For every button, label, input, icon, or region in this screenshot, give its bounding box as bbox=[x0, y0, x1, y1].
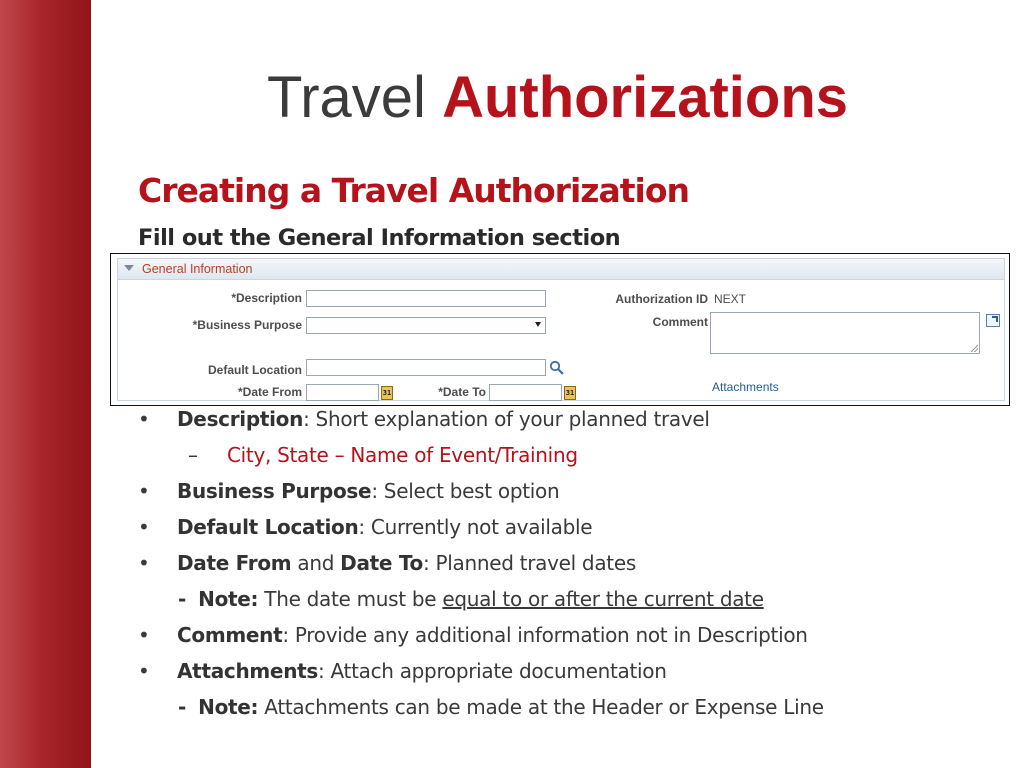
bullet-text: : Attach appropriate documentation bbox=[318, 659, 667, 683]
date-from-label: *Date From bbox=[237, 385, 302, 399]
authorization-id-label: Authorization ID bbox=[615, 292, 708, 306]
bullet-marker: • bbox=[138, 479, 150, 503]
date-from-input[interactable] bbox=[306, 384, 379, 401]
bullet-term: Business Purpose bbox=[177, 479, 372, 503]
calendar-icon[interactable]: 31 bbox=[564, 386, 576, 400]
bullet-term: Comment bbox=[177, 623, 283, 647]
resize-grip-icon[interactable] bbox=[971, 345, 978, 352]
default-location-label: Default Location bbox=[207, 363, 302, 377]
slide-subtitle: Creating a Travel Authorization bbox=[138, 171, 689, 210]
description-input[interactable] bbox=[306, 290, 546, 307]
sub-bullet-marker: – bbox=[188, 443, 198, 467]
note-label: Note: bbox=[198, 695, 259, 719]
sub-bullet-text: City, State – Name of Event/Training bbox=[227, 443, 578, 467]
bullet-text: : Provide any additional information not in Description bbox=[282, 623, 808, 647]
bullet-text: : Planned travel dates bbox=[422, 551, 636, 575]
section-title: General Information bbox=[142, 262, 253, 276]
authorization-id-value: NEXT bbox=[714, 292, 747, 306]
note-dash: - bbox=[178, 587, 187, 611]
note-text: Attachments can be made at the Header or Expense Line bbox=[258, 695, 824, 719]
date-to-label: *Date To bbox=[438, 385, 486, 399]
note-dash: - bbox=[178, 695, 187, 719]
bullet-marker: • bbox=[138, 407, 150, 431]
note-text: The date must be bbox=[258, 587, 443, 611]
general-information-section bbox=[117, 258, 1005, 401]
bullet-term: Default Location bbox=[177, 515, 359, 539]
expand-icon[interactable] bbox=[986, 314, 1000, 327]
bullet-marker: • bbox=[138, 623, 150, 647]
business-purpose-label: *Business Purpose bbox=[192, 318, 302, 332]
search-icon[interactable] bbox=[549, 360, 565, 376]
side-accent-bar bbox=[0, 0, 91, 768]
bullet-term: Attachments bbox=[177, 659, 318, 683]
description-label: *Description bbox=[231, 291, 302, 305]
slide-title bbox=[91, 62, 1024, 134]
date-to-input[interactable] bbox=[489, 384, 562, 401]
section-header[interactable] bbox=[118, 259, 1004, 280]
bullet-marker: • bbox=[138, 515, 150, 539]
lead-text: Fill out the General Information section bbox=[138, 225, 621, 251]
chevron-down-icon[interactable] bbox=[124, 265, 134, 271]
bullet-text: and bbox=[291, 551, 341, 575]
business-purpose-select[interactable] bbox=[306, 317, 546, 334]
title-part-2: Authorizations bbox=[442, 65, 849, 130]
bullet-text: : Currently not available bbox=[358, 515, 593, 539]
bullet-term: Date From bbox=[177, 551, 292, 575]
title-part-1: Travel bbox=[266, 65, 443, 130]
calendar-icon[interactable]: 31 bbox=[381, 386, 393, 400]
bullet-term: Date To bbox=[340, 551, 423, 575]
bullet-marker: • bbox=[138, 551, 150, 575]
bullet-term: Description bbox=[177, 407, 304, 431]
comment-label: Comment bbox=[652, 315, 708, 329]
bullet-text: : Short explanation of your planned travel bbox=[303, 407, 710, 431]
bullet-text: : Select best option bbox=[371, 479, 560, 503]
note-underlined-text: equal to or after the current date bbox=[442, 587, 764, 611]
note-label: Note: bbox=[198, 587, 259, 611]
attachments-link[interactable]: Attachments bbox=[712, 380, 779, 394]
general-information-screenshot bbox=[110, 253, 1010, 406]
bullet-marker: • bbox=[138, 659, 150, 683]
default-location-input[interactable] bbox=[306, 359, 546, 376]
dropdown-arrow-icon[interactable] bbox=[535, 322, 541, 327]
comment-textarea[interactable] bbox=[710, 312, 980, 354]
